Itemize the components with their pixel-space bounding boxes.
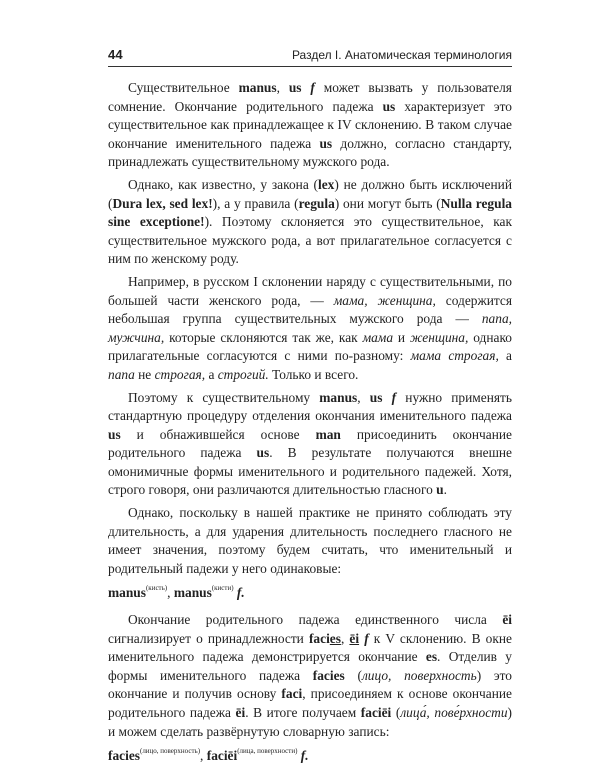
text-run: к V склонению. В окне именительного падежа демонстрируется окончание <box>108 630 512 665</box>
latin-term: faciēi <box>360 705 392 720</box>
latin-term: regula <box>298 195 335 211</box>
italic-example: мама <box>362 329 394 345</box>
paragraph-4 <box>108 389 512 501</box>
text-run: и <box>393 329 410 345</box>
text-run <box>382 390 391 405</box>
latin-term: manus <box>108 585 146 601</box>
text-run: однако прилагательные согласуются с ними по-разному: <box>108 329 512 364</box>
gender-mark: f. <box>300 748 309 764</box>
translation-note: (кисти) <box>211 584 234 593</box>
text-run: ( <box>391 705 401 720</box>
latin-term: us <box>369 389 383 405</box>
latin-ending: ēi <box>349 630 360 646</box>
latin-term: lex <box>318 176 335 192</box>
text-run: ). Поэтому склоняется это существительное, как существительное мужского рода, а вот прилагательное согласуется с ним по женскому роду. <box>108 214 512 267</box>
latin-term: es <box>425 649 438 665</box>
text-run: . <box>443 482 447 498</box>
text-run: а <box>205 366 218 382</box>
paragraph-3 <box>108 273 512 385</box>
italic-example: мама строгая, <box>410 348 499 364</box>
latin-term: ēi <box>235 705 246 720</box>
paragraph-2 <box>108 176 512 269</box>
italic-example: папа <box>108 366 135 382</box>
running-header <box>108 44 512 67</box>
text-run: . В итоге получаем <box>245 705 361 720</box>
text-run: Однако, как известно, у закона ( <box>128 176 319 192</box>
latin-term: us <box>108 426 121 442</box>
latin-term: manus <box>173 585 212 601</box>
separator: , <box>167 585 174 601</box>
text-run: сигнализирует о принадлежности <box>108 630 309 646</box>
latin-term: man <box>315 426 341 442</box>
separator: , <box>200 748 207 764</box>
text-run: , <box>276 80 289 95</box>
italic-example: строгий. <box>217 366 269 382</box>
paragraph-6 <box>108 611 512 741</box>
text-run: может вызвать у пользователя сомнение. Окончание родительного падежа <box>108 80 512 114</box>
text-run: содержится небольшая группа существительных мужского рода — <box>108 292 512 327</box>
text-run: ) и можем сделать развёрнутую словарную запись: <box>108 705 513 739</box>
italic-example: строгая, <box>154 366 206 382</box>
gender-mark: f <box>391 389 397 405</box>
page-body <box>108 79 512 774</box>
italic-example: мама, женщина, <box>333 292 436 308</box>
text-run: и обнажившейся основе <box>120 426 316 442</box>
latin-term: faci <box>281 686 303 702</box>
text-run: Например, в русском I склонении наряду с существительными, по большей части женского рода, — <box>108 273 512 308</box>
latin-term: faci <box>308 630 330 646</box>
text-run: ) это окончание и получив основу <box>108 667 512 702</box>
text-run: не <box>134 366 155 382</box>
paragraph-1 <box>108 79 512 172</box>
text-run: ) они могут быть ( <box>334 195 441 211</box>
latin-ending: es <box>329 630 341 646</box>
latin-term: us <box>256 445 270 461</box>
text-run: , <box>357 389 370 405</box>
latin-term: u <box>436 482 444 498</box>
text-run: . В результате получаются внешне омонимичные формы именительного и родительного падежей. Хотя, строго говоря, они различаются длительностью гласного <box>108 445 512 498</box>
latin-term: us <box>382 98 396 114</box>
latin-phrase: Dura lex, sed lex! <box>112 195 213 211</box>
italic-translation: лица́, пове́рхности <box>400 705 508 720</box>
italic-example: папа, мужчина, <box>108 311 512 345</box>
translation-note: (лицо, поверхность) <box>139 747 201 756</box>
text-run: а <box>498 348 512 364</box>
translation-note: (лица, поверхности) <box>237 747 298 756</box>
italic-translation: лицо, поверхность <box>361 667 477 683</box>
latin-term: us <box>288 80 302 95</box>
text-run: ( <box>344 667 362 683</box>
latin-term: manus <box>319 389 358 405</box>
text-run: . Отделив у формы именительного падежа <box>108 649 512 683</box>
text-run: Существительное <box>128 80 239 95</box>
dictionary-entry-manus <box>108 584 512 603</box>
text-run: нужно применять стандартную процедуру отделения окончания именительного падежа <box>108 389 512 424</box>
text-run: , присоединяем к основе окончание родительного падежа <box>108 686 513 720</box>
text-run: присоединить окончание родительного падежа <box>108 426 512 461</box>
latin-term: us <box>319 135 333 151</box>
text-run: , <box>340 630 350 646</box>
text-run: ) не должно быть исключений ( <box>108 176 512 211</box>
text-run: должно, согласно стандарту, принадлежать существительному мужского рода. <box>108 135 513 170</box>
text-run: характеризует это существительное как принадлежащее к IV склонению. В таком случае окончание именительного падежа <box>108 98 512 151</box>
text-run: Только и всего. <box>268 366 359 382</box>
text-run: которые склоняются так же, как <box>164 329 363 345</box>
latin-term: manus <box>238 80 277 95</box>
gender-mark: f <box>364 630 369 646</box>
text-run: Окончание родительного падежа единственного числа <box>128 612 503 628</box>
latin-phrase: Nulla regula sine exceptione! <box>108 195 512 230</box>
section-title: Раздел I. Анатомическая терминология <box>291 48 512 62</box>
text-run: ), а у правила ( <box>212 195 299 211</box>
paragraph-5: Однако, поскольку в нашей практике не принято соблюдать эту длительность, а для ударения длительность последнего гласного не имеет значения, поэтому будем считать, что именительный и родительный падежи у него одинаковые: <box>108 505 512 576</box>
latin-term: ēi <box>502 612 512 628</box>
italic-example: женщина, <box>409 329 469 345</box>
latin-term: facies <box>108 748 140 764</box>
translation-note: (кисть) <box>145 584 168 593</box>
text-run: Поэтому к существительному <box>128 389 320 405</box>
gender-mark: f <box>310 80 315 95</box>
gender-mark: f. <box>236 585 245 601</box>
page-number: 44 <box>108 47 123 62</box>
latin-term: faciēi <box>206 748 238 764</box>
latin-term: facies <box>312 667 345 683</box>
